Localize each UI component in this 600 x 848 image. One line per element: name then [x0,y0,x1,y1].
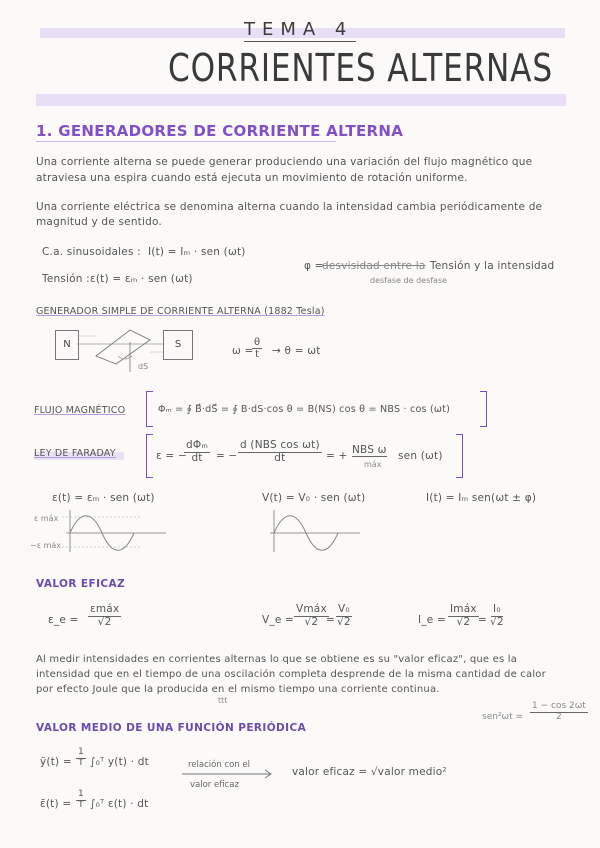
wave-i-label: I(t) = Iₘ sen(ωt ± φ) [426,492,537,504]
faraday-d1-num: dΦₘ [186,439,209,451]
eficaz-v-lhs: V_e = [262,614,295,626]
eficaz-note: ttt [218,696,228,705]
wave-emax: ε máx [34,514,59,523]
omega-num: θ [254,337,261,348]
valor-eficaz-title: VALOR EFICAZ [36,578,126,590]
generator-title: GENERADOR SIMPLE DE CORRIENTE ALTERNA (1882 Tesla) [36,306,325,317]
paragraph-line: magnitud y de sentido. [36,216,162,228]
tema-label: TEMA 4 [244,19,354,40]
sen2-den: 2 [556,711,562,722]
eficaz-i-lhs: I_e = [418,614,446,626]
ca-label: C.a. sinusoidales : [42,246,141,258]
phi-struck-text: desvisidad entre la [322,260,426,272]
eficaz-i-den: √2 [456,615,471,628]
section-title: 1. GENERADORES DE CORRIENTE ALTERNA [36,122,404,140]
arrow-bottom-label: valor eficaz [190,780,239,790]
faraday-end: sen (ωt) [398,450,443,462]
medio-e-lhs: ε̄(t) = [40,798,72,810]
phi-text: Tensión y la intensidad [430,260,555,272]
eficaz-v-num2: V₀ [338,603,350,615]
medio-e-frac-den: T [78,799,84,810]
sen2-lhs: sen²ωt = [482,712,524,722]
eficaz-i-num2: I₀ [493,603,501,615]
tension-equation: ε(t) = εₘ · sen (ωt) [90,273,193,285]
page-title: CORRIENTES ALTERNAS [168,46,553,90]
faraday-d2-den: dt [274,451,286,464]
valor-medio-title: VALOR MEDIO DE UNA FUNCIÓN PERIÓDICA [36,722,307,734]
valor-eficaz-formula: valor eficaz = √valor medio² [292,766,447,778]
eficaz-i-num: Imáx [450,603,477,615]
faraday-d1-den: dt [191,451,203,464]
medio-y-lhs: ȳ(t) = [40,756,72,768]
omega-rhs: → θ = ωt [272,345,321,357]
faraday-d2-num: d (NBS cos ωt) [240,439,320,451]
medio-e-frac-num: 1 [78,789,84,799]
ds-label: dS [138,362,149,371]
eficaz-paragraph-line: intensidad que en el tiempo de una oscilación completa desprende de la misma cantidad de calor [36,669,546,680]
medio-y-frac-den: T [78,757,84,768]
eficaz-paragraph-line: Al medir intensidades en corrientes alternas lo que se obtiene es su "valor eficaz", que es la [36,654,518,665]
eficaz-v-eq: = [326,614,335,626]
magnet-north: N [55,330,79,360]
phi-label: φ = [304,260,324,272]
tension-label: Tensión : [42,273,90,285]
eficaz-paragraph-line: por efecto Joule que la producida en el mismo tiempo una corriente continua. [36,684,440,695]
omega-lhs: ω = [232,345,254,357]
eficaz-i-den2: √2 [490,615,504,628]
sen2-num: 1 − cos 2ωt [532,701,586,711]
eficaz-v-den: √2 [304,615,319,628]
eficaz-e-lhs: ε_e = [48,614,79,626]
faraday-label: LEY DE FARADAY [34,448,116,459]
medio-e-integral: ∫₀ᵀ ε(t) · dt [90,798,149,810]
eficaz-i-eq: = [478,614,487,626]
flux-label: FLUJO MAGNÉTICO [34,405,126,416]
eficaz-v-num: Vmáx [296,603,327,615]
wave-e-label: ε(t) = εₘ · sen (ωt) [52,492,155,504]
phi-note: desfase de desfase [370,276,448,285]
faraday-rhs: = + [326,450,348,462]
faraday-emax-under: máx [364,460,382,469]
arrow-top-label: relación con el [188,760,250,770]
magnet-south: S [163,330,193,360]
wave-v-label: V(t) = V₀ · sen (ωt) [262,492,366,504]
paragraph-line: atraviesa una espira cuando está ejecuta un movimiento de rotación uniforme. [36,172,468,184]
eficaz-v-den2: √2 [337,615,351,628]
faraday-emax-over: NBS ω [352,444,387,456]
eficaz-e-den: √2 [97,615,112,628]
faraday-lhs: ε = − [156,450,187,462]
eficaz-e-num: εmáx [90,603,120,615]
medio-y-frac-num: 1 [78,747,84,757]
omega-den: t [255,349,260,360]
ca-equation: I(t) = Iₘ · sen (ωt) [148,246,246,258]
paragraph-line: Una corriente eléctrica se denomina alterna cuando la intensidad cambia periódicamente de [36,201,543,213]
medio-y-integral: ∫₀ᵀ y(t) · dt [90,756,149,768]
wave-neg-emax: −ε máx [30,541,61,550]
faraday-mid: = − [216,450,238,462]
paragraph-line: Una corriente alterna se puede generar produciendo una variación del flujo magnético que [36,156,533,168]
flux-equation: Φₘ = ∮ B⃗·dS⃗ = ∮ B·dS·cos θ = B(NS) cos θ = NBS · cos (ωt) [158,404,451,415]
